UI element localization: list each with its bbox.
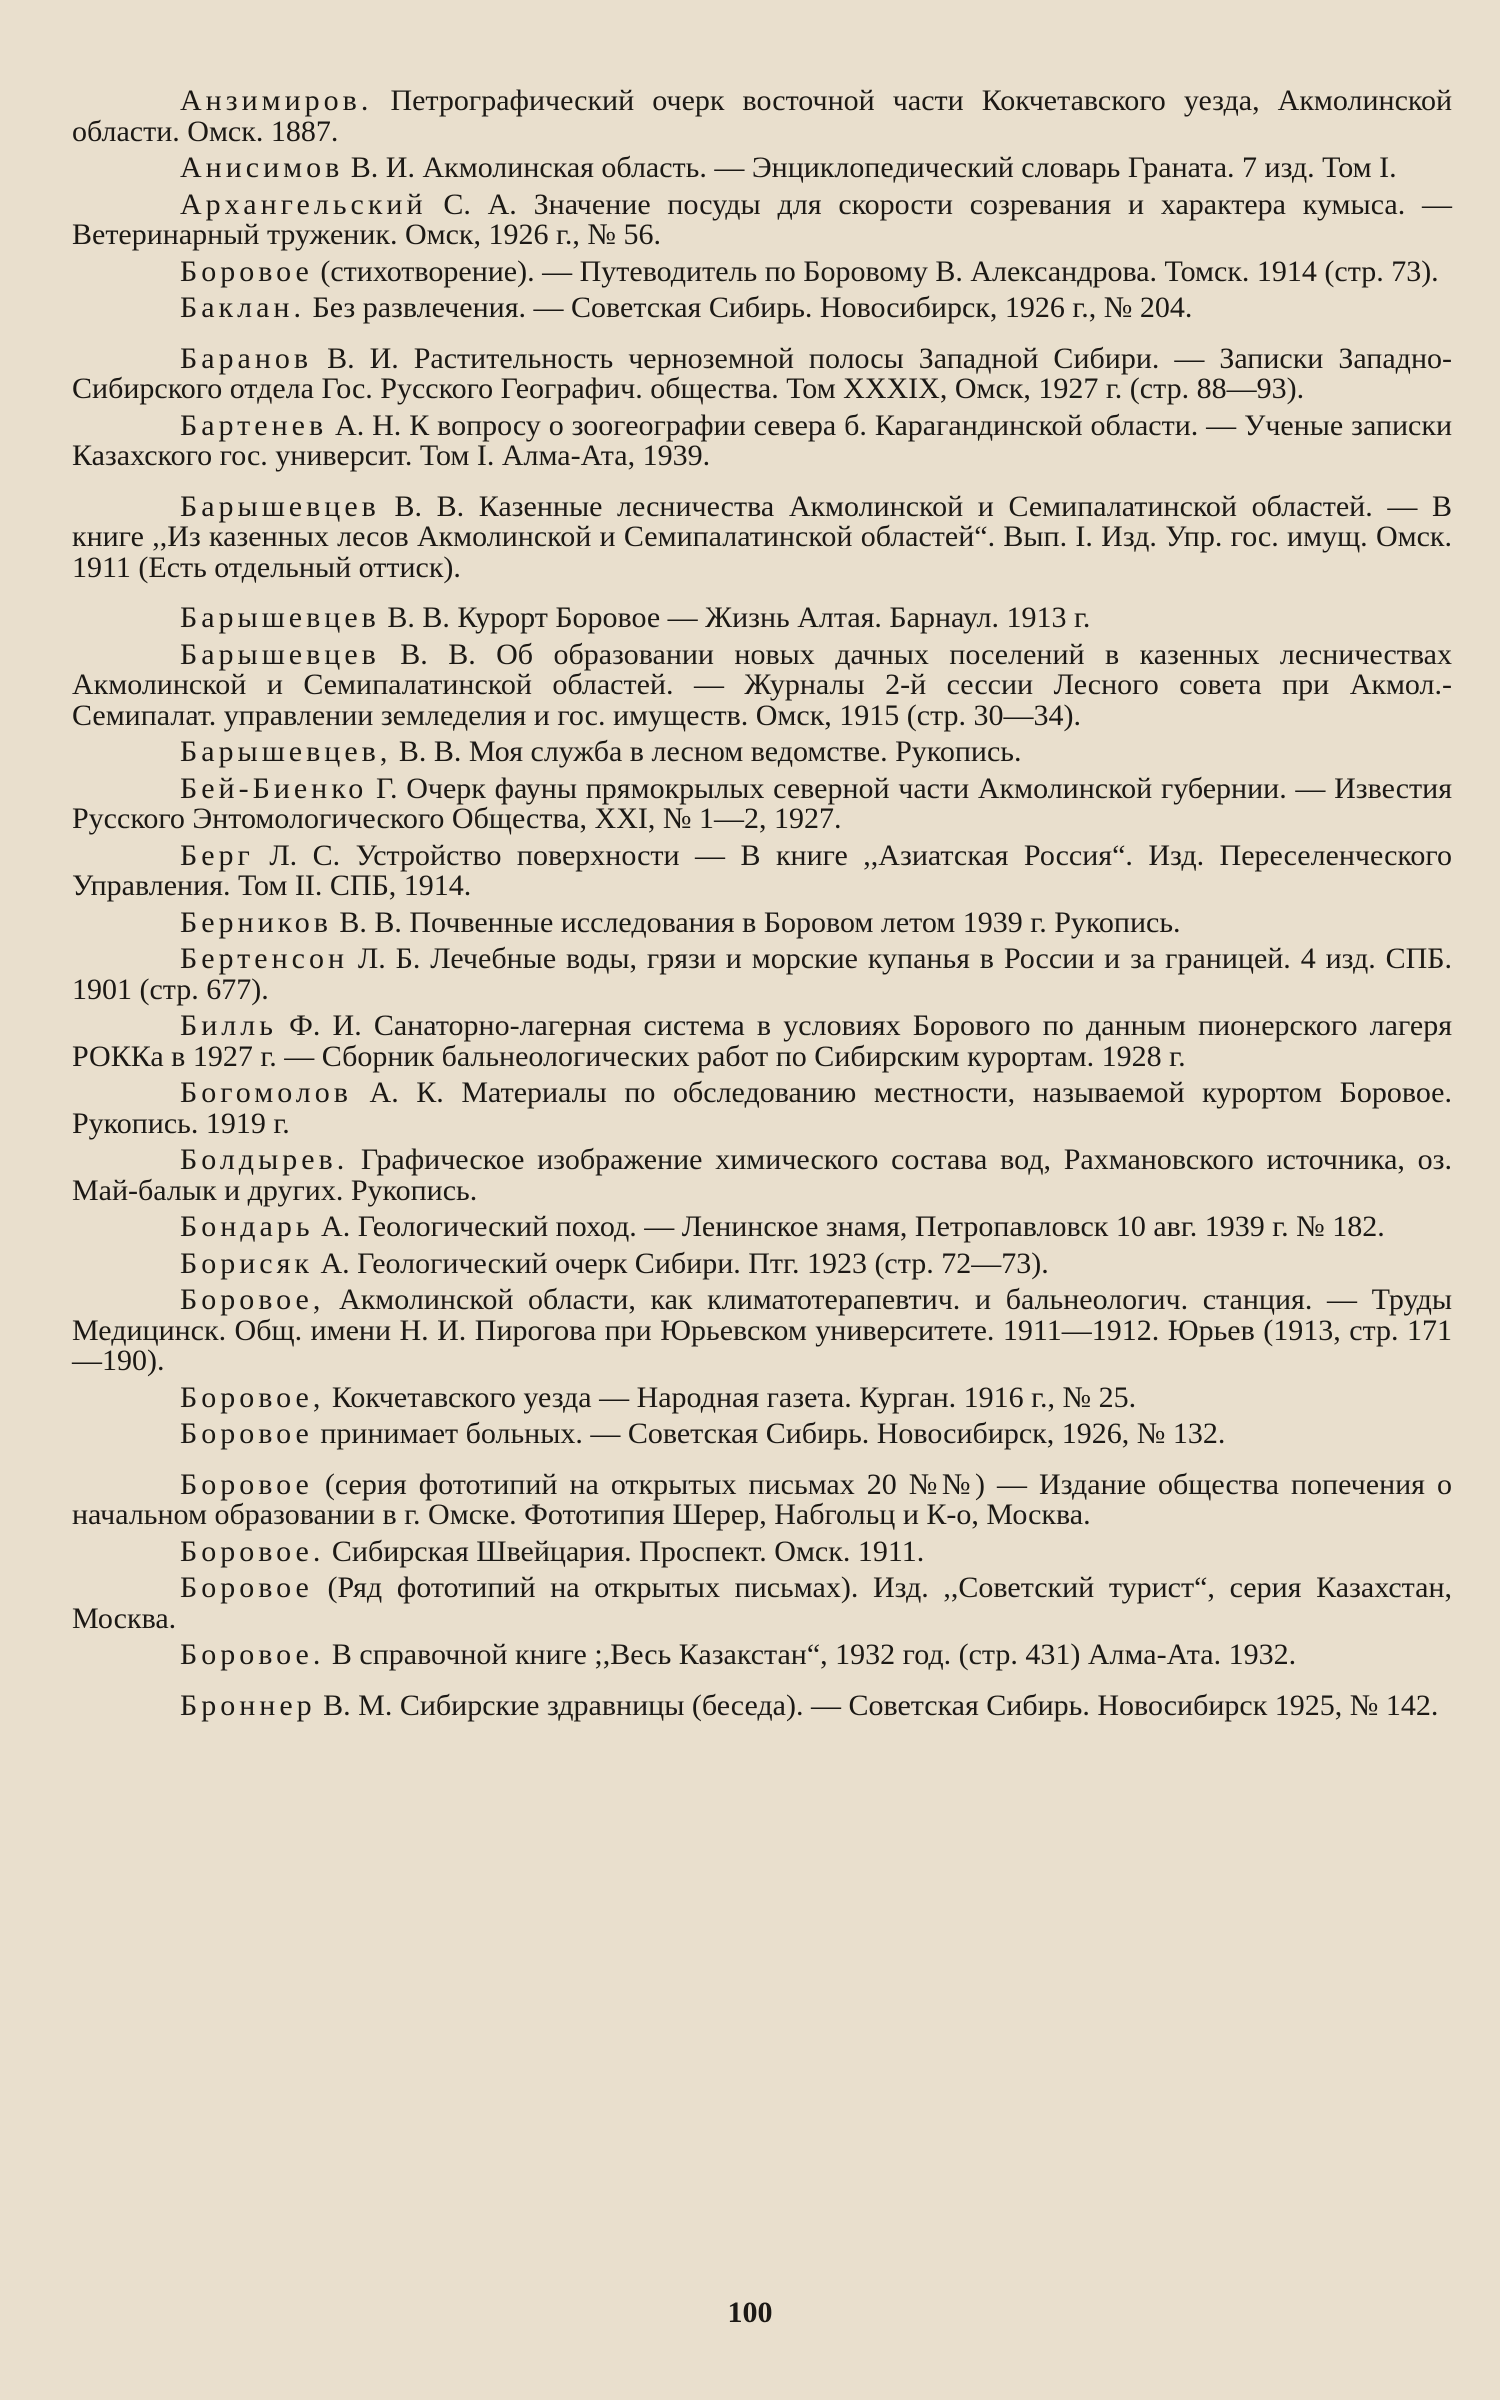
bibliography-entry	[72, 1078, 1452, 1139]
entry-author: Боровое	[180, 1467, 313, 1501]
bibliography-entry	[72, 1285, 1452, 1377]
bibliography-entry	[72, 1011, 1452, 1072]
entry-author: Бартенев	[180, 408, 328, 442]
bibliography-entry	[72, 1212, 1452, 1243]
entry-author: Баклан.	[180, 291, 305, 324]
bibliography-entry	[72, 771, 1452, 835]
entry-author: Броннер	[180, 1688, 316, 1722]
bibliography-entry	[72, 1246, 1452, 1280]
entry-author: Бертенсон	[180, 942, 348, 975]
entry-author: Барышевцев	[180, 489, 380, 523]
entry-text: А. Геологический очерк Сибири. Птг. 1923 (стр. 72—73).	[312, 1246, 1049, 1280]
entry-author: Барышевцев,	[180, 735, 392, 768]
entry-text: С. А. Значение посуды для скорости созревания и характера кумыса. — Ветеринарный труженик. Омск, 1926 г., № 56.	[72, 187, 1452, 251]
entry-text: Ф. И. Санаторно-лагерная система в условиях Борового по данным пионерского лагеря РОККа в 1927 г. — Сборник бальнеологических работ по Сибирским курортам. 1928 г.	[72, 1009, 1452, 1073]
bibliography-entry	[72, 1640, 1452, 1671]
page-number: 100	[727, 2296, 773, 2329]
bibliography-entry	[72, 293, 1452, 324]
entry-author: Барышевцев	[180, 637, 380, 671]
bibliography-entry	[72, 737, 1452, 768]
bibliography-entry	[72, 341, 1452, 405]
entry-text: (серия фототипий на открытых письмах 20 №№) — Издание общества попечения о начальном образовании в г. Омске. Фототипия Шерер, Набгольц и К-о, Москва.	[72, 1467, 1452, 1531]
bibliography-entry	[72, 1467, 1452, 1531]
entry-text: Сибирская Швейцария. Проспект. Омск. 1911.	[324, 1534, 925, 1568]
bibliography-entry	[72, 603, 1452, 634]
bibliography-entry	[72, 637, 1452, 732]
entry-text: В. В. Моя служба в лесном ведомстве. Рукопись.	[391, 735, 1022, 768]
entry-text: В. В. Об образовании новых дачных поселений в казенных лесничествах Акмолинской и Семипалатинской областей. — Журналы 2-й сессии Лесного совета при Акмол.-Семипалат. управлении земледелия и гос. имуществ. Омск, 1915 (стр. 30—34).	[72, 637, 1452, 732]
entry-text: А. Н. К вопросу о зоогеографии севера б. Карагандинской области. — Ученые записки Казахского гос. университ. Том I. Алма-Ата, 1939.	[72, 408, 1452, 472]
bibliography-entry	[72, 1573, 1452, 1634]
entry-author: Болдырев.	[180, 1143, 349, 1176]
entry-text: Без развлечения. — Советская Сибирь. Новосибирск, 1926 г., № 204.	[304, 291, 1193, 324]
entry-text: В. В. Казенные лесничества Акмолинской и Семипалатинской областей. — В книге ,,Из казенных лесов Акмолинской и Семипалатинской областей“. Вып. I. Изд. Упр. гос. имущ. Омск. 1911 (Есть отдельный оттиск).	[72, 489, 1452, 584]
entry-author: Архангельский	[180, 187, 427, 221]
entry-text: принимает больных. — Советская Сибирь. Новосибирск, 1926, № 132.	[312, 1417, 1226, 1450]
entry-author: Билль	[180, 1009, 277, 1042]
entry-text: В справочной книге ;,Весь Казакстан“, 1932 год. (стр. 431) Алма-Ата. 1932.	[324, 1638, 1297, 1671]
entry-author: Боровое,	[180, 1380, 325, 1414]
entry-author: Анисимов	[180, 151, 344, 184]
bibliography-entry	[72, 1380, 1452, 1414]
bibliography-entry	[72, 1534, 1452, 1568]
bibliography-entry	[72, 1419, 1452, 1450]
entry-author: Боровое	[180, 1571, 313, 1604]
entry-author: Бей-Биенко	[180, 771, 368, 805]
entry-author: Барышевцев	[180, 601, 380, 634]
bibliography-entry	[72, 905, 1452, 939]
bibliography-entry	[72, 1145, 1452, 1206]
entry-text: Кокчетавского уезда — Народная газета. Курган. 1916 г., № 25.	[324, 1380, 1137, 1414]
bibliography-page	[72, 86, 1452, 2306]
bibliography-entry	[72, 153, 1452, 184]
bibliography-entry	[72, 1688, 1452, 1722]
entry-text: В. И. Акмолинская область. — Энциклопедический словарь Граната. 7 изд. Том I.	[343, 151, 1397, 184]
entry-text: А. К. Материалы по обследованию местности, называемой курортом Боровое. Рукопись. 1919 г.	[72, 1076, 1452, 1140]
bibliography-entry	[72, 944, 1452, 1005]
bibliography-entry	[72, 489, 1452, 584]
entry-author: Боровое.	[180, 1638, 325, 1671]
entry-text: Г. Очерк фауны прямокрылых северной части Акмолинской губернии. — Известия Русского Энтомологического Общества, XXI, № 1—2, 1927.	[72, 771, 1452, 835]
bibliography-entry	[72, 187, 1452, 251]
entry-author: Берников	[180, 905, 332, 939]
bibliography-entry	[72, 254, 1452, 288]
entry-text: В. М. Сибирские здравницы (беседа). — Советская Сибирь. Новосибирск 1925, № 142.	[315, 1688, 1439, 1722]
entry-author: Баранов	[180, 341, 313, 375]
entry-text: (стихотворение). — Путеводитель по Боровому В. Александрова. Томск. 1914 (стр. 73).	[312, 254, 1439, 288]
entry-author: Анзимиров.	[180, 84, 373, 117]
entry-author: Боровое	[180, 1417, 313, 1450]
bibliography-entry	[72, 408, 1452, 472]
entry-text: Графическое изображение химического состава вод, Рахмановского источника, оз. Май-балык и других. Рукопись.	[72, 1143, 1452, 1207]
entry-text: Л. С. Устройство поверхности — В книге ,,Азиатская Россия“. Изд. Переселенческого Управления. Том II. СПБ, 1914.	[72, 838, 1452, 902]
entry-text: (Ряд фототипий на открытых письмах). Изд. ,,Советский турист“, серия Казахстан, Москва.	[72, 1571, 1452, 1635]
entry-text: В. В. Почвенные исследования в Боровом летом 1939 г. Рукопись.	[331, 905, 1181, 939]
bibliography-entry	[72, 838, 1452, 902]
entry-text: В. В. Курорт Боровое — Жизнь Алтая. Барнаул. 1913 г.	[379, 601, 1091, 634]
bibliography-entry	[72, 86, 1452, 147]
entry-author: Бондарь	[180, 1210, 314, 1243]
entry-author: Боровое.	[180, 1534, 325, 1568]
entry-text: В. И. Растительность черноземной полосы Западной Сибири. — Записки Западно-Сибирского отдела Гос. Русского Географич. общества. Том XXXIX, Омск, 1927 г. (стр. 88—93).	[72, 341, 1452, 405]
entry-author: Борисяк	[180, 1246, 313, 1280]
entry-author: Берг	[180, 838, 254, 872]
entry-text: Петрографический очерк восточной части Кокчетавского уезда, Акмолинской области. Омск. 1887.	[72, 84, 1452, 148]
entry-author: Боровое,	[180, 1283, 325, 1316]
entry-author: Боровое	[180, 254, 313, 288]
entry-text: Л. Б. Лечебные воды, грязи и морские купанья в России и за границей. 4 изд. СПБ. 1901 (стр. 677).	[72, 942, 1452, 1006]
entry-author: Богомолов	[180, 1076, 352, 1109]
entry-text: А. Геологический поход. — Ленинское знамя, Петропавловск 10 авг. 1939 г. № 182.	[313, 1210, 1385, 1243]
entry-text: Акмолинской области, как климатотерапевтич. и бальнеологич. станция. — Труды Медицинск. Общ. имени Н. И. Пирогова при Юрьевском университете. 1911—1912. Юрьев (1913, стр. 171—190).	[72, 1283, 1452, 1377]
